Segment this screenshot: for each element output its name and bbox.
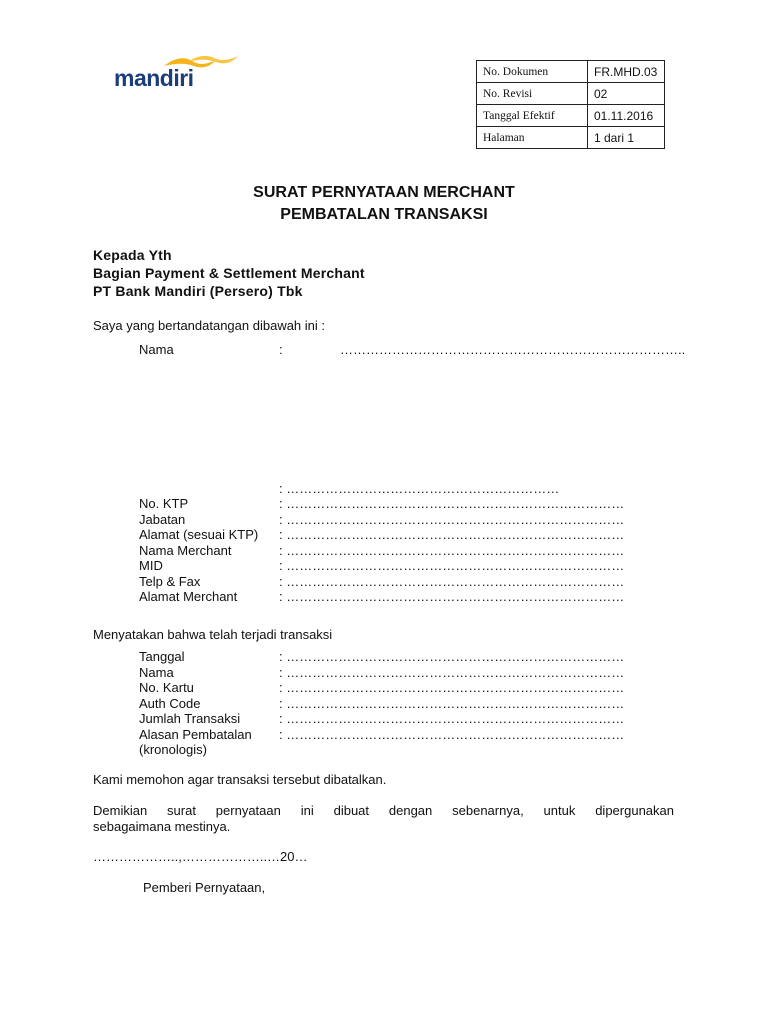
field-label: Nama Merchant: [139, 542, 232, 558]
field-label: Telp & Fax: [139, 573, 201, 589]
doc-info-row: [477, 83, 665, 105]
nama-label: Nama: [139, 342, 174, 357]
field-label: Nama: [139, 664, 174, 680]
extra-field[interactable]: : ………………………………………………………: [279, 481, 560, 496]
field-input[interactable]: : ……………………………………………………………………: [279, 542, 625, 558]
field-input[interactable]: : ……………………………………………………………………: [279, 558, 625, 573]
page-subtitle: PEMBATALAN TRANSAKSI: [280, 206, 488, 223]
field-label: MID: [139, 558, 163, 573]
field-label: Auth Code: [139, 695, 201, 711]
closing-line1: Demikian surat pernyataan ini dibuat dengan sebenarnya, untuk dipergunakan: [93, 803, 674, 818]
doc-info-key: No. Revisi: [477, 83, 588, 105]
field-label: No. Kartu: [139, 680, 194, 695]
field-label: Alamat (sesuai KTP): [139, 527, 259, 542]
field-input[interactable]: : ……………………………………………………………………: [279, 573, 625, 589]
doc-info-key: Tanggal Efektif: [477, 105, 588, 127]
field-input[interactable]: : ……………………………………………………………………: [279, 496, 625, 511]
date-field[interactable]: ………………..,………………..…20…: [93, 849, 308, 864]
signer-text: Pemberi Pernyataan,: [143, 880, 266, 895]
field-label: Jabatan: [139, 511, 186, 527]
field-input[interactable]: : ……………………………………………………………………: [279, 695, 625, 711]
doc-info-value: 01.11.2016: [588, 105, 665, 127]
field-label: No. KTP: [139, 496, 189, 511]
logo-text: mandiri: [114, 65, 194, 91]
doc-info-row: [477, 61, 665, 83]
doc-info-key: No. Dokumen: [477, 61, 588, 83]
nama-field[interactable]: ……………………………………………………………………..: [340, 342, 686, 357]
closing-line2: sebagaimana mestinya.: [93, 819, 231, 834]
doc-info-value: FR.MHD.03: [588, 61, 665, 83]
field-label: Tanggal: [139, 649, 185, 664]
addressee-line1: Kepada Yth: [93, 247, 172, 263]
statement-text: Menyatakan bahwa telah terjadi transaksi: [93, 627, 333, 642]
doc-info-value: 02: [588, 83, 665, 105]
doc-info-row: [477, 105, 665, 127]
doc-info-row: [477, 127, 665, 149]
field-input[interactable]: : ……………………………………………………………………: [279, 711, 625, 726]
field-input[interactable]: : ……………………………………………………………………: [279, 680, 625, 695]
field-input[interactable]: : ……………………………………………………………………: [279, 649, 625, 664]
field-input[interactable]: : ……………………………………………………………………: [279, 527, 625, 542]
doc-info-key: Halaman: [477, 127, 588, 149]
field-input[interactable]: : ……………………………………………………………………: [279, 726, 625, 742]
addressee-line2: Bagian Payment & Settlement Merchant: [93, 265, 365, 281]
field-input[interactable]: : ……………………………………………………………………: [279, 589, 625, 604]
intro-text: Saya yang bertandatangan dibawah ini :: [93, 318, 326, 333]
request-text: Kami memohon agar transaksi tersebut dibatalkan.: [93, 772, 387, 787]
page-title: SURAT PERNYATAAN MERCHANT: [253, 184, 515, 201]
field-label: Alasan Pembatalan: [139, 726, 252, 742]
field-input[interactable]: : ……………………………………………………………………: [279, 664, 625, 680]
field-label: (kronologis): [139, 742, 207, 757]
field-label: Jumlah Transaksi: [139, 711, 241, 726]
doc-info-value: 1 dari 1: [588, 127, 665, 149]
document-info-table: [476, 60, 665, 149]
field-label: Alamat Merchant: [139, 589, 238, 604]
addressee-line3: PT Bank Mandiri (Persero) Tbk: [93, 283, 303, 299]
field-input[interactable]: : ……………………………………………………………………: [279, 511, 625, 527]
nama-colon: :: [279, 342, 283, 357]
bank-logo: [112, 52, 247, 96]
